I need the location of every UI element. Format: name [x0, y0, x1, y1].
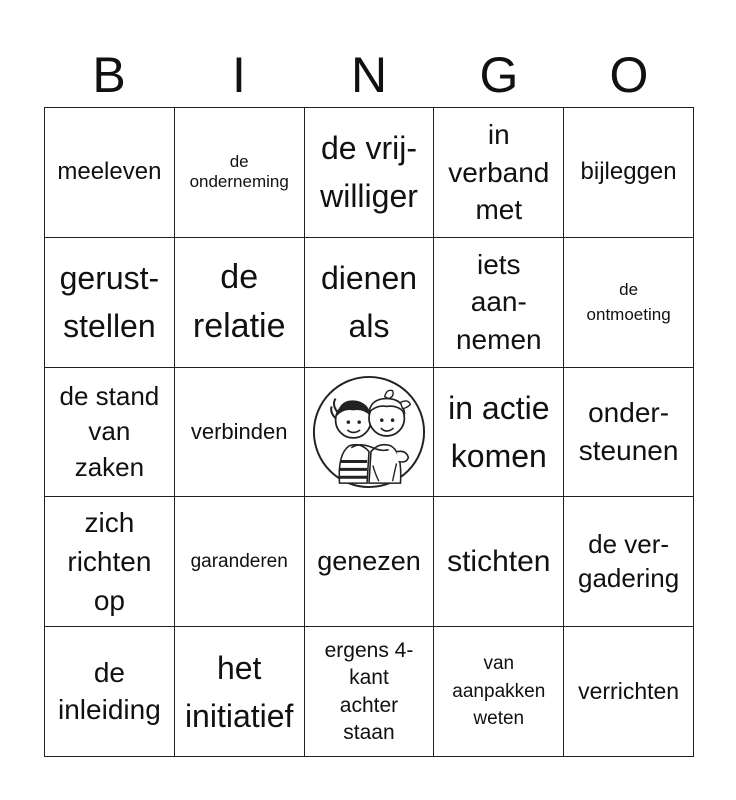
bingo-cell[interactable]: iets aan- nemen: [434, 238, 564, 368]
header-letter-g: G: [479, 47, 519, 103]
bingo-cell[interactable]: in actie komen: [434, 368, 564, 498]
header-letter-i: I: [232, 47, 246, 103]
bingo-cell[interactable]: de onderneming: [175, 108, 305, 238]
bingo-cell[interactable]: onder- steunen: [564, 368, 694, 498]
bingo-cell[interactable]: verbinden: [175, 368, 305, 498]
bingo-cell[interactable]: de stand van zaken: [45, 368, 175, 498]
bingo-cell[interactable]: de relatie: [175, 238, 305, 368]
bingo-cell[interactable]: bijleggen: [564, 108, 694, 238]
free-cell[interactable]: [305, 368, 435, 498]
header-letter-n: N: [350, 47, 388, 103]
bingo-cell[interactable]: dienen als: [305, 238, 435, 368]
bingo-cell[interactable]: de vrij- williger: [305, 108, 435, 238]
bingo-cell[interactable]: zich richten op: [45, 497, 175, 627]
bingo-cell[interactable]: de ver- gadering: [564, 497, 694, 627]
bingo-cell[interactable]: garanderen: [175, 497, 305, 627]
header-letter-o: O: [609, 47, 649, 103]
bingo-header: [44, 44, 694, 106]
bingo-cell[interactable]: verrichten: [564, 627, 694, 757]
bingo-cell[interactable]: meeleven: [45, 108, 175, 238]
bingo-cell[interactable]: de inleiding: [45, 627, 175, 757]
bingo-cell[interactable]: genezen: [305, 497, 435, 627]
bingo-cell[interactable]: gerust- stellen: [45, 238, 175, 368]
bingo-cell[interactable]: stichten: [434, 497, 564, 627]
two-children-hugging-icon: [310, 373, 428, 491]
bingo-cell[interactable]: het initiatief: [175, 627, 305, 757]
bingo-cell[interactable]: van aanpakken weten: [434, 627, 564, 757]
bingo-cell[interactable]: de ontmoeting: [564, 238, 694, 368]
bingo-cell[interactable]: in verband met: [434, 108, 564, 238]
bingo-grid: [44, 107, 694, 757]
bingo-cell[interactable]: ergens 4- kant achter staan: [305, 627, 435, 757]
header-letter-b: B: [92, 47, 126, 103]
